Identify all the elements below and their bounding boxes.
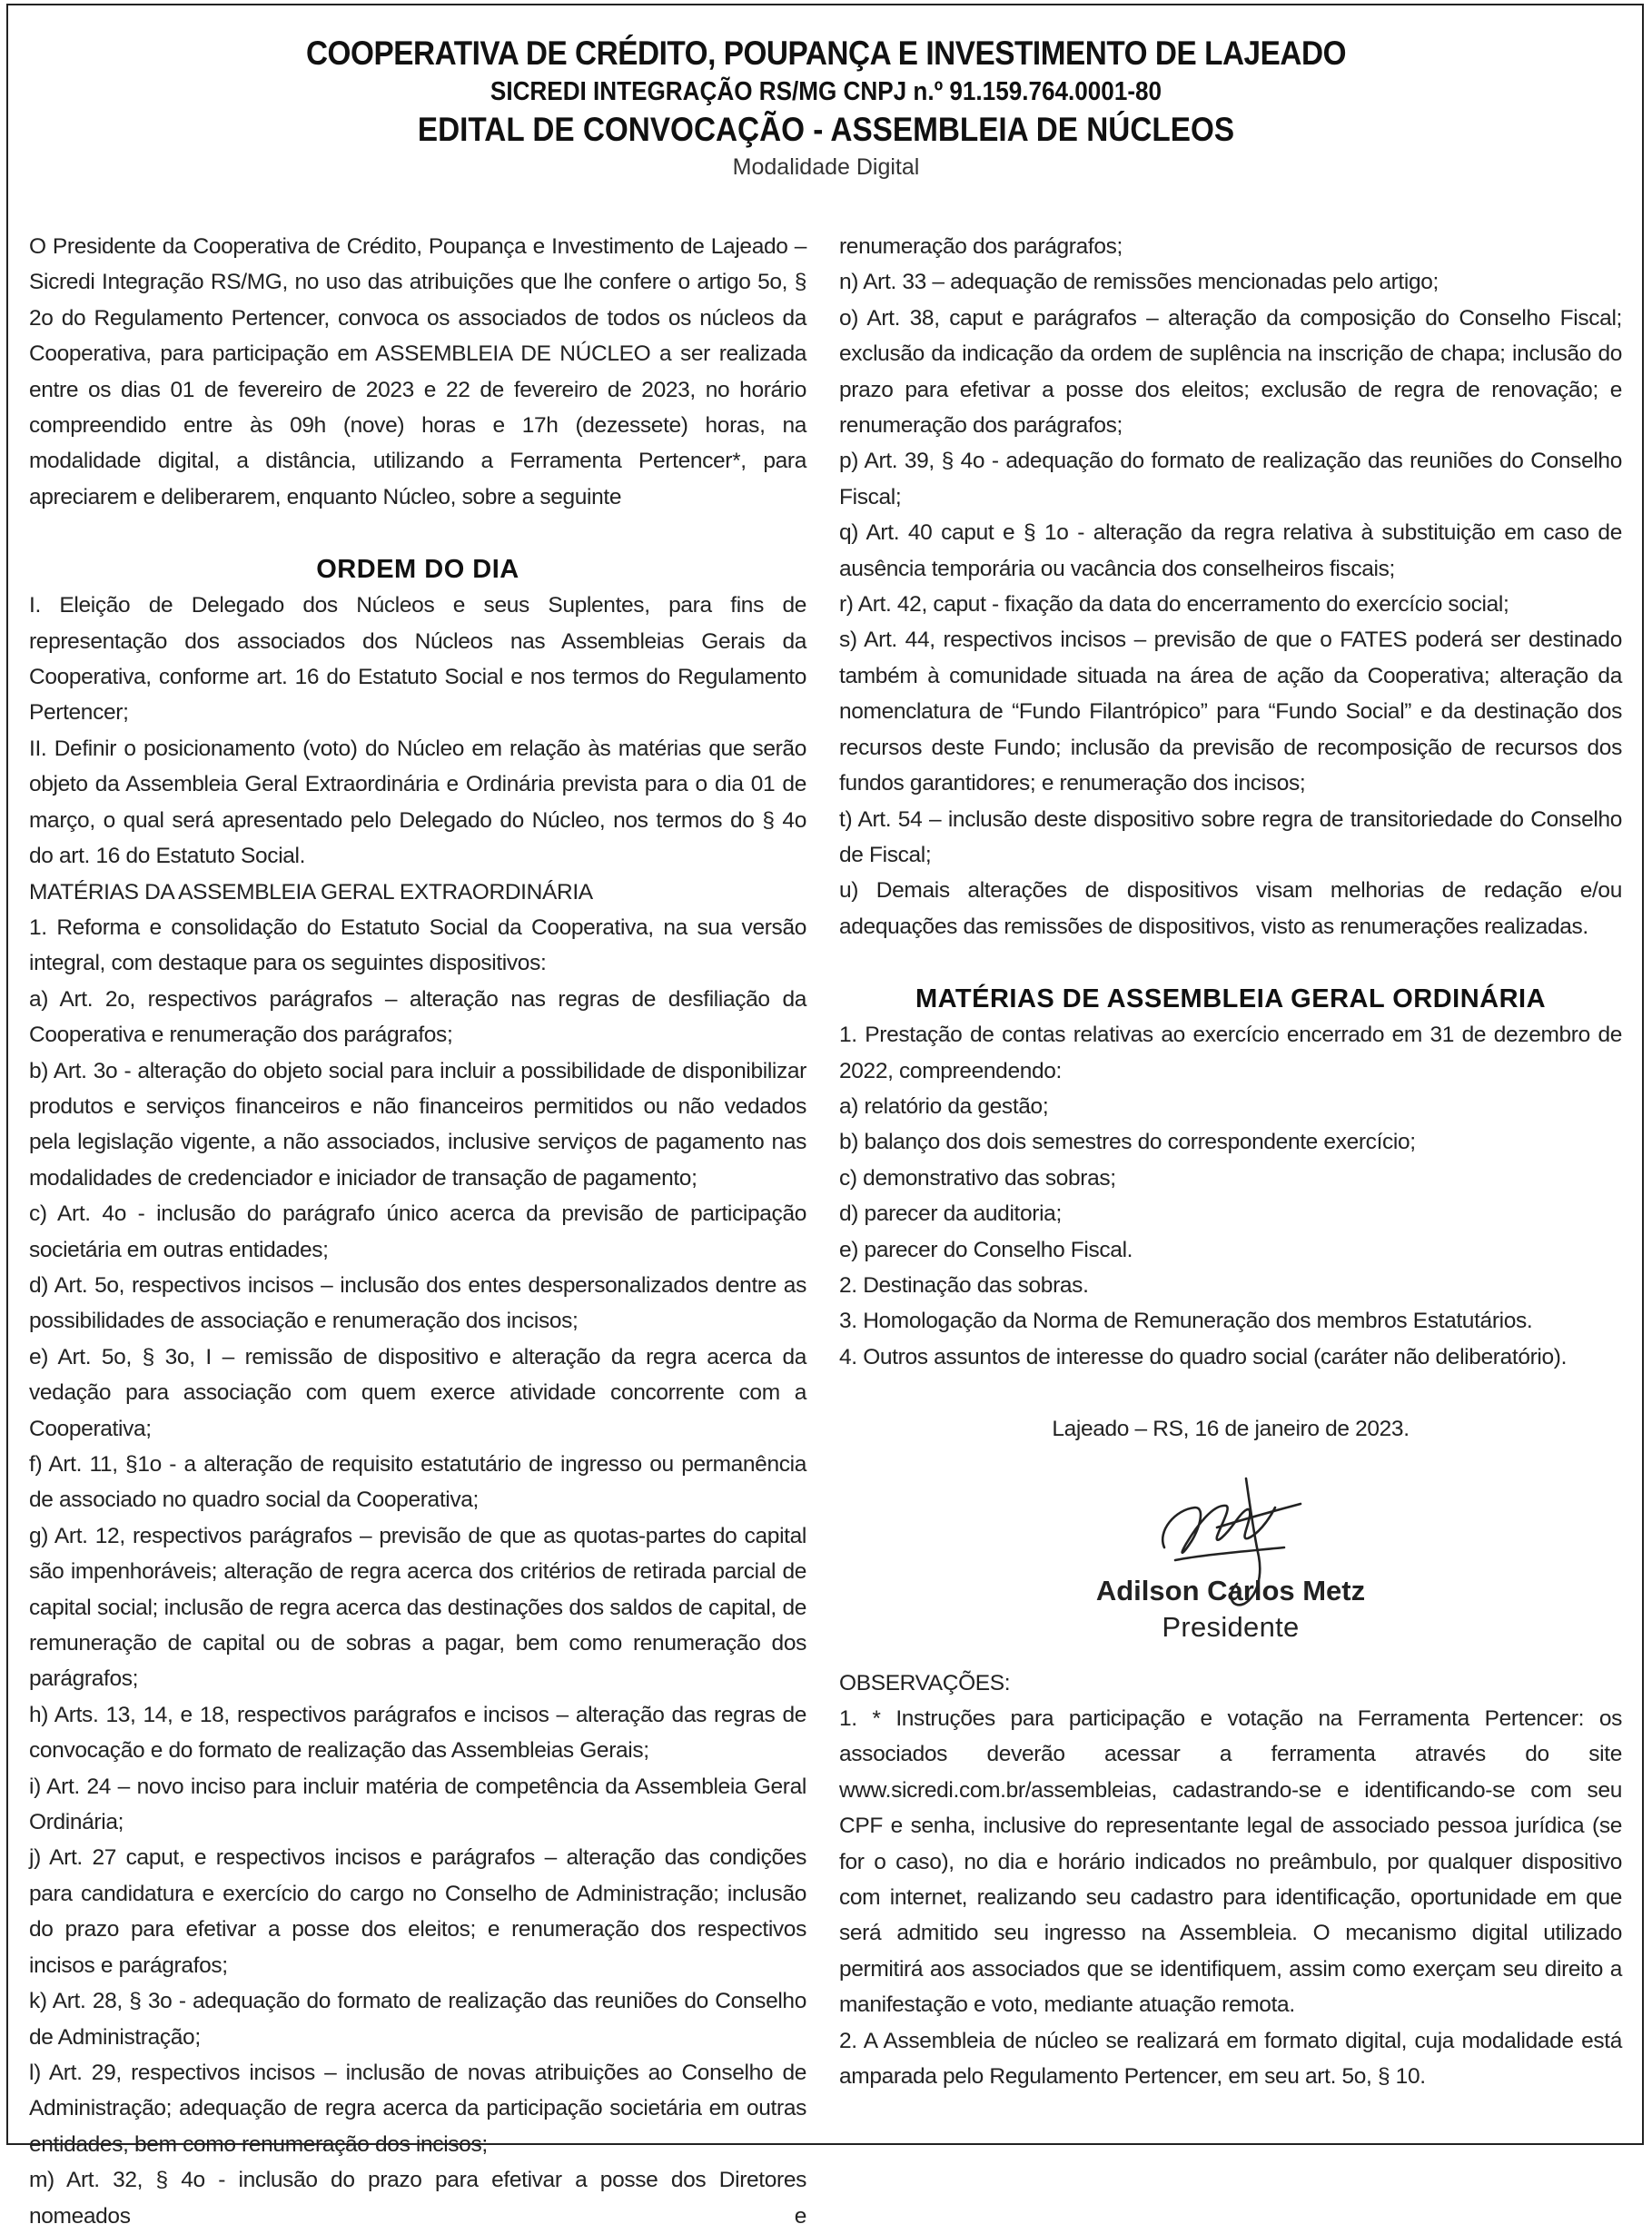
ago-subitem: d) parecer da auditoria; — [839, 1201, 1062, 1227]
ago-subitem: a) relatório da gestão; — [839, 1093, 1049, 1119]
agenda-item: II. Definir o posicionamento (voto) do Núcleo em relação às matérias que serão objeto da Assembleia Geral Extraordinária e Ordinária prevista para o dia 01 de março, o qual será apresentado pelo Delegado do Núcleo, nos termos do § 4o do art. 16 do Estatuto Social. — [29, 736, 806, 869]
age-subitem: s) Art. 44, respectivos incisos – previsão de que o FATES poderá ser destinado também à comunidade situada na área de ação da Cooperativa; alteração da nomenclatura de “Fundo Filantrópico” para “Fundo Social” e da destinação dos recursos deste Fundo; inclusão da previsão de recomposição de recursos dos fundos garantidores; e renumeração dos incisos; — [839, 628, 1622, 796]
observation-item: 1. * Instruções para participação e votação na Ferramenta Pertencer: os associados deverão acessar a ferramenta através do site www.sicredi.com.br/assembleias, cadastrando-se e identificando-se com seu CPF e senha, inclusive do representante legal de associado pessoa jurídica (se for o caso), no dia e horário indicados no preâmbulo, por qualquer dispositivo com internet, realizando seu cadastro para identificação, oportunidade em que será admitido seu ingresso na Assembleia. O mecanismo digital utilizado permitirá aos associados que se identifiquem, assim como exerçam seu direito a manifestação e voto, mediante atuação remota. — [839, 1706, 1622, 2018]
age-subitem: k) Art. 28, § 3o - adequação do formato de realização das reuniões do Conselho de Administração; — [29, 1989, 806, 2050]
ago-item: 4. Outros assuntos de interesse do quadro social (caráter não deliberatório). — [839, 1344, 1568, 1369]
age-subitem: d) Art. 5o, respectivos incisos – inclusão dos entes despersonalizados dentre as possibilidades de associação e renumeração dos incisos; — [29, 1272, 806, 1334]
age-subitem: b) Art. 3o - alteração do objeto social para incluir a possibilidade de disponibilizar produtos e serviços financeiros e não financeiros permitidos ou não vedados pela legislação vigente, a não associados, inclusive serviços de pagamento nas modalidades de credenciador e iniciador de transação de pagamento; — [29, 1058, 806, 1191]
right-column — [839, 229, 1622, 2094]
age-subitem: m) Art. 32, § 4o - inclusão do prazo para efetivar a posse dos Diretores nomeados e — [29, 2168, 806, 2229]
age-subitem: i) Art. 24 – novo inciso para incluir matéria de competência da Assembleia Geral Ordinária; — [29, 1774, 806, 1835]
age-subitem: q) Art. 40 caput e § 1o - alteração da regra relativa à substituição em caso de ausência temporária ou vacância dos conselheiros fiscais; — [839, 520, 1622, 581]
signer-role: Presidente — [1162, 1610, 1300, 1643]
agenda-heading: ORDEM DO DIA — [316, 555, 519, 585]
age-subitem: e) Art. 5o, § 3o, I – remissão de dispositivo e alteração da regra acerca da vedação para associação com quem exerce atividade concorrente com a Cooperativa; — [29, 1344, 806, 1441]
age-heading: MATÉRIAS DA ASSEMBLEIA GERAL EXTRAORDINÁRIA — [29, 879, 593, 904]
age-item: 1. Reforma e consolidação do Estatuto Social da Cooperativa, na sua versão integral, com destaque para os seguintes dispositivos: — [29, 914, 806, 976]
age-subitem: t) Art. 54 – inclusão deste dispositivo sobre regra de transitoriedade do Conselho de Fiscal; — [839, 806, 1622, 867]
ago-item: 1. Prestação de contas relativas ao exercício encerrado em 31 de dezembro de 2022, compreendendo: — [839, 1023, 1622, 1083]
age-subitem: p) Art. 39, § 4o - adequação do formato de realização das reuniões do Conselho Fiscal; — [839, 449, 1622, 509]
left-column — [29, 229, 806, 2234]
ago-subitem: e) parecer do Conselho Fiscal. — [839, 1237, 1133, 1262]
age-subitem-continued: renumeração dos parágrafos; — [839, 234, 1123, 259]
age-subitem: u) Demais alterações de dispositivos visam melhorias de redação e/ou adequações das remissões de dispositivos, visto as renumerações realizadas. — [839, 878, 1622, 939]
ago-subitem: c) demonstrativo das sobras; — [839, 1165, 1116, 1191]
age-subitem: l) Art. 29, respectivos incisos – inclusão de novas atribuições ao Conselho de Administração; adequação de regra acerca da participação societária em outras entidades, bem como renumeração dos incisos; — [29, 2060, 806, 2157]
age-subitem: o) Art. 38, caput e parágrafos – alteração da composição do Conselho Fiscal; exclusão da indicação da ordem de suplência na inscrição de chapa; inclusão do prazo para efetivar a posse dos eleitos; exclusão de regra de renovação; e renumeração dos parágrafos; — [839, 305, 1622, 439]
observations-heading: OBSERVAÇÕES: — [839, 1670, 1011, 1695]
signature-block — [839, 1448, 1622, 1656]
agenda-item: I. Eleição de Delegado dos Núcleos e seus Suplentes, para fins de representação dos associados dos Núcleos nas Assembleias Gerais da Cooperativa, conforme art. 16 do Estatuto Social e nos termos do Regulamento Pertencer; — [29, 593, 806, 726]
age-subitem: n) Art. 33 – adequação de remissões mencionadas pelo artigo; — [839, 270, 1439, 295]
notice-title: EDITAL DE CONVOCAÇÃO - ASSEMBLEIA DE NÚCLEOS — [417, 111, 1235, 148]
signer-name: Adilson Carlos Metz — [1095, 1574, 1366, 1606]
cnpj-line: SICREDI INTEGRAÇÃO RS/MG CNPJ n.º 91.159.764.0001-80 — [490, 77, 1162, 106]
place-date: Lajeado – RS, 16 de janeiro de 2023. — [1052, 1417, 1410, 1442]
age-subitem: a) Art. 2o, respectivos parágrafos – alteração nas regras de desfiliação da Cooperativa e renumeração dos parágrafos; — [29, 986, 806, 1048]
cooperative-name: COOPERATIVA DE CRÉDITO, POUPANÇA E INVESTIMENTO DE LAJEADO — [305, 35, 1347, 72]
modality-label: Modalidade Digital — [732, 154, 920, 180]
ago-item: 2. Destinação das sobras. — [839, 1272, 1089, 1298]
age-subitem: r) Art. 42, caput - fixação da data do encerramento do exercício social; — [839, 592, 1509, 618]
intro-paragraph: O Presidente da Cooperativa de Crédito, Poupança e Investimento de Lajeado – Sicredi Integração RS/MG, no uso das atribuições que lhe confere o artigo 5o, § 2o do Regulamento Pertencer, convoca os associados de todos os núcleos da Cooperativa, para participação em ASSEMBLEIA DE NÚCLEO a ser realizada entre os dias 01 de fevereiro de 2023 e 22 de fevereiro de 2023, no horário compreendido entre às 09h (nove) horas e 17h (dezessete) horas, na modalidade digital, a distância, utilizando a Ferramenta Pertencer*, para apreciarem e deliberarem, enquanto Núcleo, sobre a seguinte — [29, 234, 806, 509]
age-subitem: h) Arts. 13, 14, e 18, respectivos parágrafos e incisos – alteração das regras de convocação e do formato de realização das Assembleias Gerais; — [29, 1702, 806, 1764]
age-subitem: c) Art. 4o - inclusão do parágrafo único acerca da previsão de participação societária em outras entidades; — [29, 1201, 806, 1262]
age-subitem: g) Art. 12, respectivos parágrafos – previsão de que as quotas-partes do capital são impenhoráveis; alteração de regra acerca dos critérios de retirada parcial de capital social; inclusão de regra acerca das destinações dos saldos de capital, de remuneração de capital ou de sobras a pagar, bem como renumeração dos parágrafos; — [29, 1523, 806, 1692]
ago-heading: MATÉRIAS DE ASSEMBLEIA GERAL ORDINÁRIA — [915, 984, 1547, 1014]
document-header — [0, 33, 1652, 183]
ago-subitem: b) balanço dos dois semestres do correspondente exercício; — [839, 1130, 1416, 1155]
observation-item: 2. A Assembleia de núcleo se realizará em formato digital, cuja modalidade está amparada pelo Regulamento Pertencer, em seu art. 5o, § 10. — [839, 2028, 1622, 2090]
age-subitem: f) Art. 11, §1o - a alteração de requisito estatutário de ingresso ou permanência de associado no quadro social da Cooperativa; — [29, 1452, 806, 1513]
age-subitem: j) Art. 27 caput, e respectivos incisos e parágrafos – alteração das condições para candidatura e exercício do cargo no Conselho de Administração; inclusão do prazo para efetivar a posse dos eleitos; e renumeração dos respectivos incisos e parágrafos; — [29, 1845, 806, 1978]
ago-item: 3. Homologação da Norma de Remuneração dos membros Estatutários. — [839, 1309, 1533, 1334]
